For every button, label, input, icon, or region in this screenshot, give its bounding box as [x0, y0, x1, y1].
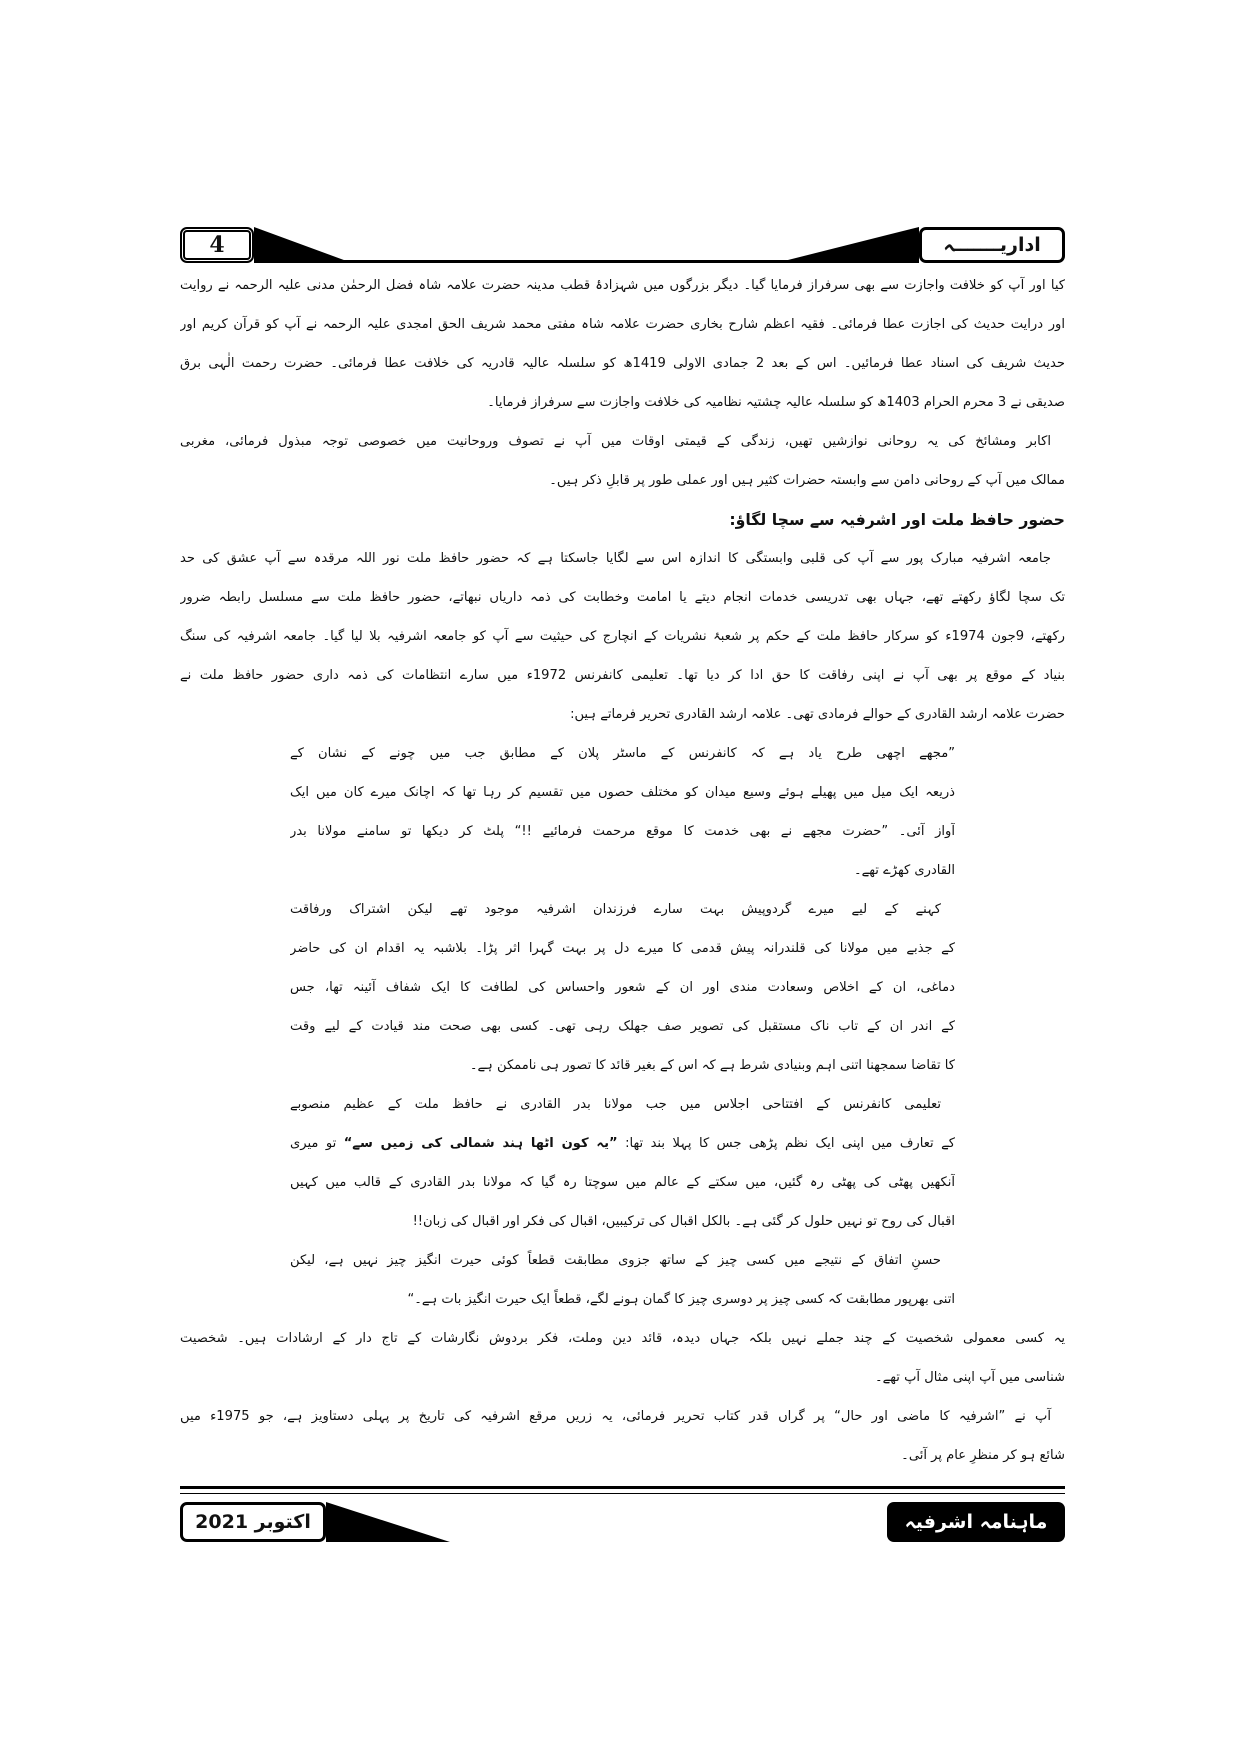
- quote-line-text: دماغی، ان کے اخلاص وسعادت مندی اور ان کے شعور واحساس کی لطافت کا ایک شفاف آئینہ تھا، جس: [290, 980, 955, 995]
- body-line: [180, 461, 1065, 500]
- quote-line-text: آواز آئی۔ ”حضرت مجھے نے بھی خدمت کا موقع مرحمت فرمائیے !!“ پلٹ کر دیکھا تو سامنے مولانا بدر: [290, 824, 955, 839]
- body-line: [180, 1358, 1065, 1397]
- poem-verse-emphasis: ”یہ کون اٹھا ہند شمالی کی زمیں سے“: [343, 1136, 618, 1151]
- quote-line-text-after: تو میری: [290, 1136, 337, 1151]
- quote-line: [290, 1241, 955, 1280]
- quote-line: [290, 929, 955, 968]
- body-line: [180, 695, 1065, 734]
- line-text: اور درایت حدیث کی اجازت عطا فرمائی۔ فقیہ اعظم شارح بخاری حضرت علامہ شاہ مفتی محمد شریف الحق امجدی علیہ الرحمہ نے آپ کو قرآن کریم اور: [180, 317, 1065, 332]
- body-line: [180, 578, 1065, 617]
- footer-rule: [180, 1486, 1065, 1489]
- quote-line-text: ذریعہ ایک میل میں پھیلے ہوئے وسیع میدان کو مختلف حصوں میں تقسیم کر رہا تھا کہ اچانک میرے کان میں ایک: [290, 785, 955, 800]
- quote-line-text: [290, 1136, 955, 1151]
- quote-line: [290, 890, 955, 929]
- section-heading: [180, 500, 1065, 539]
- quote-line: [290, 773, 955, 812]
- quote-line: [290, 1163, 955, 1202]
- page-number: 4: [209, 232, 225, 258]
- line-text: اکابر ومشائخ کی یہ روحانی نوازشیں تھیں، زندگی کے قیمتی اوقات میں آپ نے تصوف وروحانیت میں خصوصی توجہ مبذول فرمائی، مغربی: [180, 434, 1051, 449]
- quote-line: [290, 1046, 955, 1085]
- quote-line-text: کہنے کے لیے میرے گردوپیش بہت سارے فرزندان اشرفیہ موجود تھے لیکن اشتراک ورفاقت: [290, 902, 941, 917]
- quote-line: [290, 1007, 955, 1046]
- line-text: جامعہ اشرفیہ مبارک پور سے آپ کی قلبی وابستگی کا اندازہ اس سے لگایا جاسکتا ہے کہ حضور حافظ ملت نور اللہ مرقدہ سے آپ عشق کی حد: [180, 551, 1051, 566]
- body-line: [180, 539, 1065, 578]
- line-text: حضرت علامہ ارشد القادری کے حوالے فرمادی تھی۔ علامہ ارشد القادری تحریر فرماتے ہیں:: [570, 707, 1065, 722]
- quote-line-text: ”مجھے اچھی طرح یاد ہے کہ کانفرنس کے ماسٹر پلان کے مطابق جب میں چونے کے نشان کے: [290, 746, 955, 761]
- magazine-name: ماہنامہ اشرفیہ: [904, 1511, 1048, 1533]
- quote-line: [290, 1124, 955, 1163]
- section-heading-text: حضور حافظ ملت اور اشرفیہ سے سچا لگاؤ:: [729, 510, 1065, 529]
- body-line: [180, 266, 1065, 305]
- header-rule: [254, 260, 919, 263]
- header-wedge-left: [254, 227, 352, 263]
- body-line: [180, 383, 1065, 422]
- footer-wedge: [326, 1502, 450, 1542]
- quote-line: [290, 968, 955, 1007]
- line-text: کیا اور آپ کو خلافت واجازت سے بھی سرفراز فرمایا گیا۔ دیگر بزرگوں میں شہزادۂ قطب مدینہ حضرت علامہ شاہ فضل الرحمٰن مدنی علیہ الرحمہ نے روایت: [180, 278, 1065, 293]
- quote-line-text: اتنی بھرپور مطابقت کہ کسی چیز پر دوسری چیز کا گمان ہونے لگے، قطعاً ایک حیرت انگیز بات ہے۔“: [407, 1292, 955, 1307]
- quote-line-text: القادری کھڑے تھے۔: [853, 863, 955, 878]
- quote-line-text: اقبال کی روح تو نہیں حلول کر گئی ہے۔ بالکل اقبال کی ترکیبیں، اقبال کی فکر اور اقبال کی زبان!!: [412, 1214, 955, 1229]
- quote-line-text: کے جذبے میں مولانا کی قلندرانہ پیش قدمی کا میرے دل پر بہت گہرا اثر پڑا۔ بلاشبہ یہ اقدام ان کی حاضر: [290, 941, 955, 956]
- line-text: تک سچا لگاؤ رکھتے تھے، جہاں بھی تدریسی خدمات انجام دیتے یا امامت وخطابت کی ذمہ داریاں نبھاتے، حضور حافظ ملت سے مسلسل رابطہ ضرور: [180, 590, 1065, 605]
- quote-line-text: حسنِ اتفاق کے نتیجے میں کسی چیز کے ساتھ جزوی مطابقت قطعاً کوئی حیرت انگیز چیز نہیں ہے، لیکن: [290, 1253, 941, 1268]
- quote-line: [290, 1085, 955, 1124]
- quote-line-text-before: کے تعارف میں اپنی ایک نظم پڑھی جس کا پہلا بند تھا:: [625, 1136, 955, 1151]
- quote-line: [290, 734, 955, 773]
- body-line: [180, 656, 1065, 695]
- quote-line: [290, 812, 955, 851]
- line-text: صدیقی نے 3 محرم الحرام 1403ھ کو سلسلہ عالیہ چشتیہ نظامیہ کی خلافت واجازت سے سرفراز فرمایا۔: [487, 395, 1065, 410]
- quote-line-text: تعلیمی کانفرنس کے افتتاحی اجلاس میں جب مولانا بدر القادری نے حافظ ملت کے عظیم منصوبے: [290, 1097, 941, 1112]
- body-line: [180, 1397, 1065, 1436]
- line-text: آپ نے ”اشرفیہ کا ماضی اور حال“ پر گراں قدر کتاب تحریر فرمائی، یہ زریں مرقع اشرفیہ کی تاریخ پر پہلی دستاویز ہے، جو 1975ء میں: [180, 1409, 1051, 1424]
- quote-line-text: کا تقاضا سمجھنا اتنی اہم وبنیادی شرط ہے کہ اس کے بغیر قائد کا تصور ہی ناممکن ہے۔: [469, 1058, 955, 1073]
- body-line: [180, 1436, 1065, 1475]
- quote-line: [290, 851, 955, 890]
- line-text: ممالک میں آپ کے روحانی دامن سے وابستہ حضرات کثیر ہیں اور عملی طور پر قابلِ ذکر ہیں۔: [549, 473, 1065, 488]
- quote-line: [290, 1202, 955, 1241]
- line-text: شناسی میں آپ اپنی مثال آپ تھے۔: [874, 1370, 1065, 1385]
- line-text: شائع ہو کر منظرِ عام پر آئی۔: [901, 1448, 1065, 1463]
- quote-line-text: آنکھیں پھٹی کی پھٹی رہ گئیں، میں سکتے کے عالم میں سوچتا رہ گیا کہ مولانا بدر القادری کے قالب میں کہیں: [290, 1175, 955, 1190]
- issue-date-box: [180, 1502, 326, 1542]
- line-text: بنیاد کے موقع پر بھی آپ نے اپنی رفاقت کا حق ادا کر دیا تھا۔ تعلیمی کانفرنس 1972ء میں سارے انتظامات کی ذمہ داری حضور حافظ ملت نے: [180, 668, 1065, 683]
- line-text: حدیث شریف کی اسناد عطا فرمائیں۔ اس کے بعد 2 جمادی الاولی 1419ھ کو سلسلہ عالیہ قادریہ کی خلافت عطا فرمائی۔ حضرت رحمت الٰہی برق: [180, 356, 1065, 371]
- line-text: رکھتے، 9جون 1974ء کو سرکار حافظ ملت کے حکم پر شعبۂ نشریات کے انچارج کی حیثیت سے آپ کو جامعہ اشرفیہ بلا لیا گیا۔ جامعہ اشرفیہ کی سنگ: [180, 629, 1065, 644]
- quote-line: [290, 1280, 955, 1319]
- header-wedge-right: [776, 227, 919, 263]
- quote-line-text: کے اندر ان کے تاب ناک مستقبل کی تصویر صف جھلک رہی تھی۔ کسی بھی صحت مند قیادت کے لیے وقت: [290, 1019, 955, 1034]
- section-title: اداریـــــــہ: [943, 234, 1041, 256]
- body-line: [180, 1319, 1065, 1358]
- body-line: [180, 344, 1065, 383]
- magazine-name-box: [887, 1502, 1065, 1542]
- body-line: [180, 422, 1065, 461]
- footer-rule-thin: [180, 1493, 1065, 1494]
- line-text: یہ کسی معمولی شخصیت کے چند جملے نہیں بلکہ جہاں دیدہ، قائد دین وملت، فکر بردوش نگارشات کے تاج دار کے ارشادات ہیں۔ شخصیت: [180, 1331, 1065, 1346]
- issue-date: اکتوبر 2021: [195, 1511, 311, 1533]
- page-number-box: [180, 227, 254, 263]
- body-line: [180, 305, 1065, 344]
- body-line: [180, 617, 1065, 656]
- section-title-box: [919, 227, 1065, 263]
- article-body: [180, 266, 1065, 1475]
